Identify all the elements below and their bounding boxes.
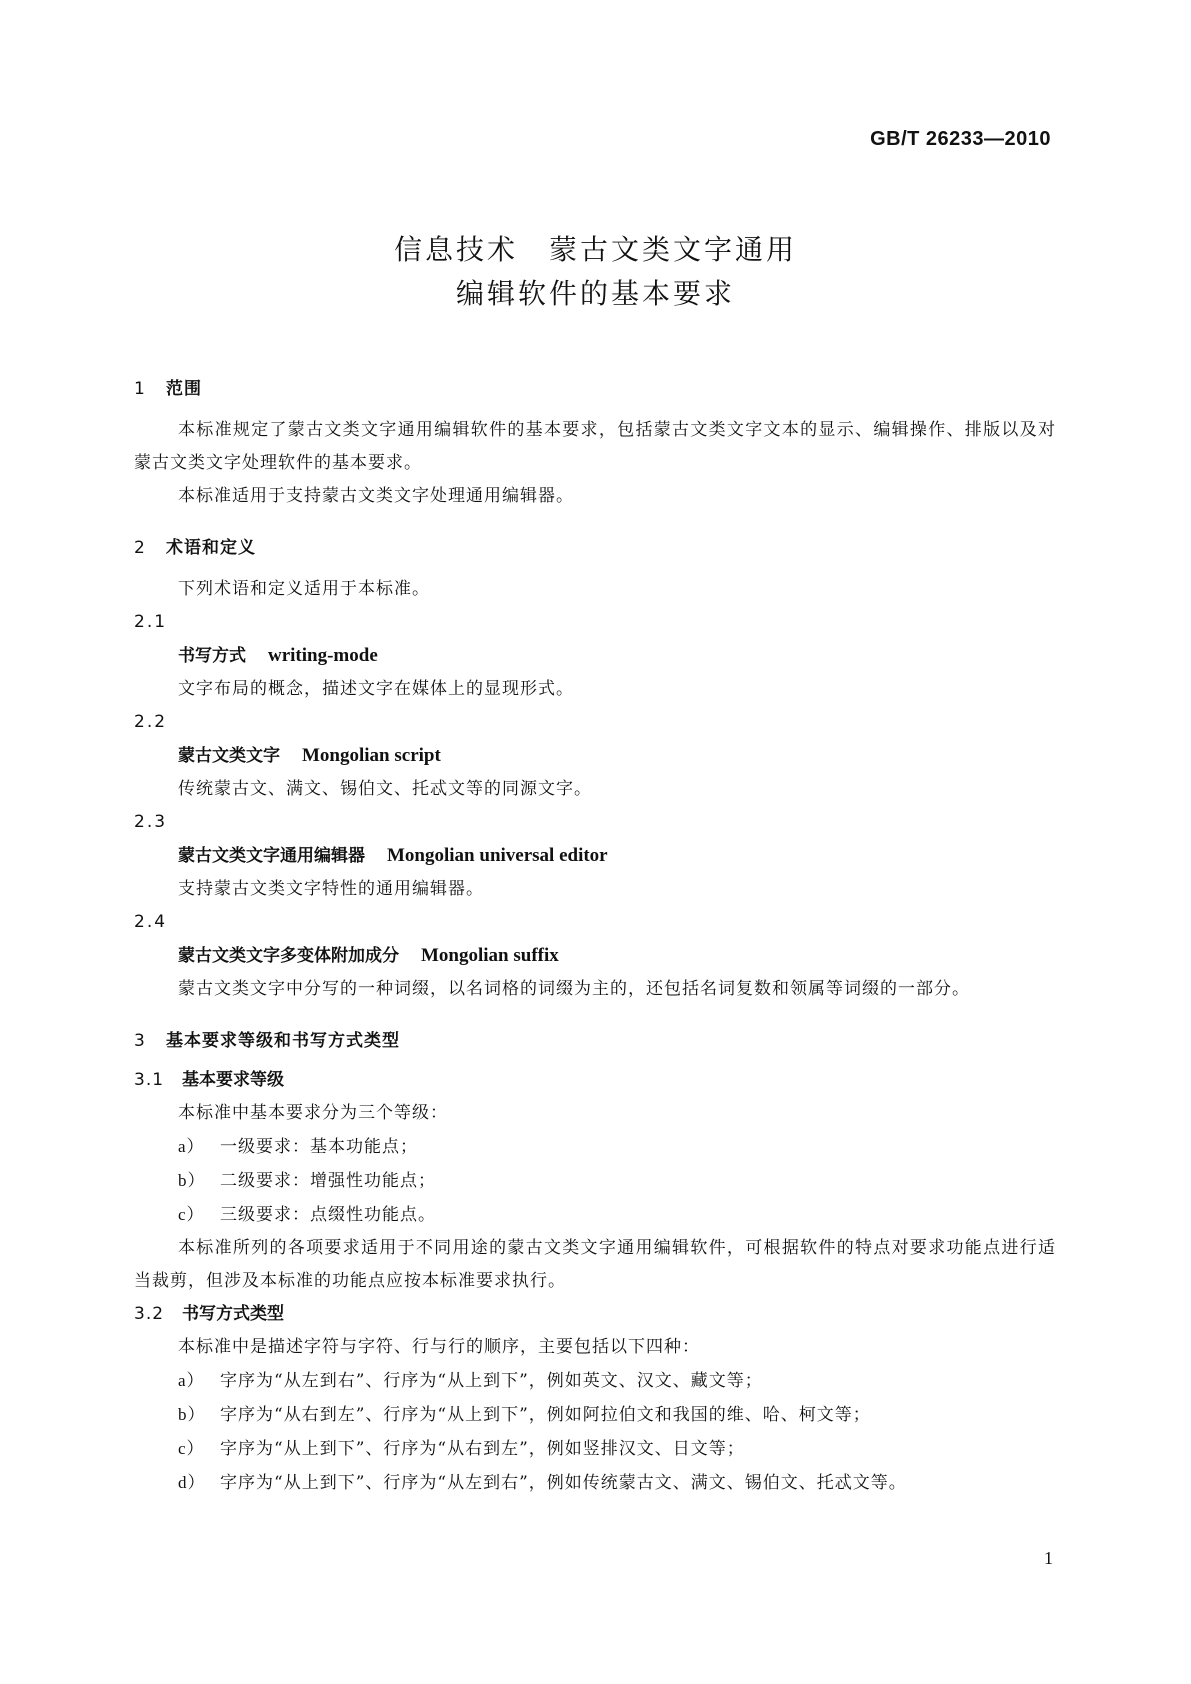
subsection-heading-3-2 <box>134 1298 1056 1331</box>
section-heading-1 <box>134 372 1056 406</box>
list-item <box>134 1364 1056 1398</box>
section-number: 1 <box>134 379 146 399</box>
subsection-title: 书写方式类型 <box>182 1304 284 1324</box>
term-entry <box>134 906 1056 1006</box>
list-marker: b） <box>178 1405 206 1424</box>
clause-number: 2.2 <box>134 712 168 732</box>
term-en: Mongolian suffix <box>421 945 559 966</box>
clause-number: 2.1 <box>134 612 168 632</box>
list-item <box>134 1398 1056 1432</box>
section-number: 2 <box>134 538 146 558</box>
subsection-title: 基本要求等级 <box>182 1070 284 1090</box>
section-heading-3 <box>134 1024 1056 1058</box>
list-item-text: 二级要求：增强性功能点； <box>220 1171 436 1191</box>
section-title: 基本要求等级和书写方式类型 <box>166 1031 400 1051</box>
list-marker: a） <box>178 1371 205 1390</box>
term-zh: 书写方式 <box>178 646 246 666</box>
paragraph: 下列术语和定义适用于本标准。 <box>178 579 430 599</box>
term-entry <box>134 606 1056 706</box>
list-marker: a） <box>178 1137 205 1156</box>
list-item-text: 三级要求：点缀性功能点。 <box>220 1205 436 1225</box>
section-title: 术语和定义 <box>166 538 256 558</box>
term <box>134 939 1056 973</box>
section-heading-2 <box>134 531 1056 565</box>
list-marker: d） <box>178 1473 206 1492</box>
list-item <box>134 1198 1056 1232</box>
section-title: 范围 <box>166 379 202 399</box>
paragraph: 本标准适用于支持蒙古文类文字处理通用编辑器。 <box>178 486 574 506</box>
list-item <box>134 1164 1056 1198</box>
term <box>134 839 1056 873</box>
term-zh: 蒙古文类文字通用编辑器 <box>178 846 365 866</box>
list-marker: c） <box>178 1205 205 1224</box>
list-item <box>134 1130 1056 1164</box>
term <box>134 739 1056 773</box>
clause-number: 2.4 <box>134 912 168 932</box>
title-line-1: 信息技术 蒙古文类文字通用 <box>393 233 797 266</box>
list-item-text: 字序为“从上到下”、行序为“从左到右”，例如传统蒙古文、满文、锡伯文、托忒文等。 <box>220 1473 907 1493</box>
term-en: Mongolian universal editor <box>387 845 608 866</box>
term <box>134 639 1056 673</box>
paragraph: 本标准所列的各项要求适用于不同用途的蒙古文类文字通用编辑软件，可根据软件的特点对要求功能点进行适当裁剪，但涉及本标准的功能点应按本标准要求执行。 <box>134 1238 1056 1291</box>
list-item <box>134 1466 1056 1500</box>
clause-number: 2.3 <box>134 812 168 832</box>
term-definition: 蒙古文类文字中分写的一种词缀，以名词格的词缀为主的，还包括名词复数和领属等词缀的一部分。 <box>178 979 970 999</box>
list-item-text: 字序为“从右到左”、行序为“从上到下”，例如阿拉伯文和我国的维、哈、柯文等； <box>220 1405 871 1425</box>
list-marker: c） <box>178 1439 205 1458</box>
term-definition: 支持蒙古文类文字特性的通用编辑器。 <box>178 879 484 899</box>
term-zh: 蒙古文类文字多变体附加成分 <box>178 946 399 966</box>
paragraph: 本标准中是描述字符与字符、行与行的顺序，主要包括以下四种： <box>178 1337 700 1357</box>
subsection-heading-3-1 <box>134 1064 1056 1097</box>
term-en: Mongolian script <box>302 745 441 766</box>
term-definition: 文字布局的概念，描述文字在媒体上的显现形式。 <box>178 679 574 699</box>
term-zh: 蒙古文类文字 <box>178 746 280 766</box>
list-item-text: 一级要求：基本功能点； <box>220 1137 418 1157</box>
section-number: 3 <box>134 1031 146 1051</box>
paragraph: 本标准规定了蒙古文类文字通用编辑软件的基本要求，包括蒙古文类文字文本的显示、编辑操作、排版以及对蒙古文类文字处理软件的基本要求。 <box>134 420 1056 473</box>
list-item <box>134 1432 1056 1466</box>
subsection-number: 3.1 <box>134 1070 165 1090</box>
term-entry <box>134 706 1056 806</box>
list-marker: b） <box>178 1171 206 1190</box>
standard-number: GB/T 26233—2010 <box>870 128 1051 150</box>
page-number: 1 <box>1044 1548 1053 1568</box>
paragraph: 本标准中基本要求分为三个等级： <box>178 1103 448 1123</box>
list-item-text: 字序为“从上到下”、行序为“从右到左”，例如竖排汉文、日文等； <box>220 1439 745 1459</box>
title-line-2: 编辑软件的基本要求 <box>455 277 735 310</box>
list-item-text: 字序为“从左到右”、行序为“从上到下”，例如英文、汉文、藏文等； <box>220 1371 763 1391</box>
term-en: writing-mode <box>268 645 378 666</box>
document-title <box>0 228 1191 316</box>
subsection-number: 3.2 <box>134 1304 165 1324</box>
document-body <box>134 372 1056 1500</box>
term-entry <box>134 806 1056 906</box>
term-definition: 传统蒙古文、满文、锡伯文、托忒文等的同源文字。 <box>178 779 592 799</box>
